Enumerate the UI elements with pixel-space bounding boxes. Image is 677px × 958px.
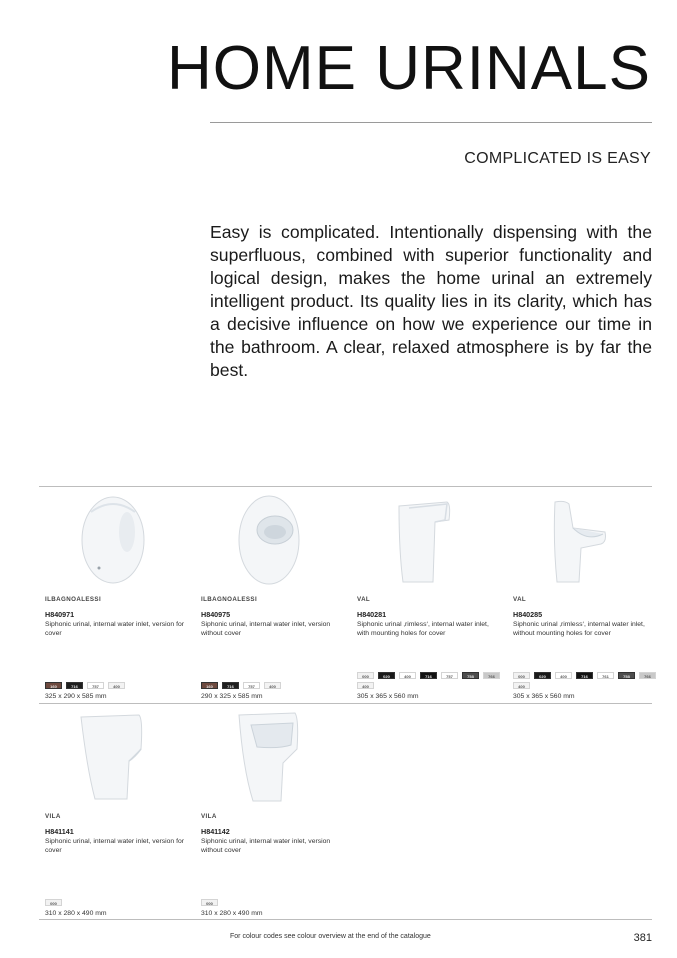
- colour-swatch: 000: [201, 899, 218, 906]
- urinal-image: [195, 492, 345, 587]
- page-number: 381: [633, 932, 652, 944]
- colour-swatch: 020: [534, 672, 551, 679]
- product-brand: VAL: [357, 596, 371, 603]
- product-dimensions: 305 x 365 x 560 mm: [513, 693, 575, 700]
- urinal-image: [39, 709, 189, 804]
- colour-swatch: 761: [597, 672, 614, 679]
- colour-swatch: 716: [576, 672, 593, 679]
- colour-swatch: 000: [45, 899, 62, 906]
- product-brand: VAL: [513, 596, 527, 603]
- colour-swatches: [45, 682, 193, 689]
- colour-swatch: 400: [264, 682, 281, 689]
- product-code: H841141: [45, 827, 74, 836]
- product-dimensions: 290 x 325 x 585 mm: [201, 693, 263, 700]
- colour-swatches: [201, 682, 349, 689]
- title-divider: [210, 122, 652, 123]
- product-description: Siphonic urinal, internal water inlet, version for cover: [45, 838, 185, 854]
- urinal-image: [507, 492, 657, 587]
- colour-swatch: 400: [108, 682, 125, 689]
- colour-swatch: 400: [399, 672, 416, 679]
- colour-swatch: 000: [513, 672, 530, 679]
- colour-swatch: 757: [243, 682, 260, 689]
- colour-swatch: 757: [87, 682, 104, 689]
- colour-swatch: 400: [513, 682, 530, 689]
- product-card-h840285[interactable]: [507, 492, 657, 704]
- product-description: Siphonic urinal ‚rimless‘, internal water inlet, without mounting holes for cover: [513, 621, 645, 637]
- grid-divider-top: [39, 486, 652, 487]
- product-dimensions: 305 x 365 x 560 mm: [357, 693, 419, 700]
- product-brand: VILA: [45, 813, 61, 820]
- page-title: HOME URINALS: [167, 34, 651, 103]
- colour-swatch: 758: [462, 672, 479, 679]
- product-dimensions: 310 x 280 x 490 mm: [201, 910, 263, 917]
- footer-note: For colour codes see colour overview at the end of the catalogue: [230, 933, 431, 940]
- urinal-image: [195, 709, 345, 804]
- colour-swatch: 766: [483, 672, 500, 679]
- colour-swatch: 716: [66, 682, 83, 689]
- product-code: H841142: [201, 827, 230, 836]
- colour-swatch: 160: [45, 682, 62, 689]
- product-description: Siphonic urinal, internal water inlet, version without cover: [201, 621, 331, 637]
- urinal-image: [351, 492, 501, 587]
- product-description: Siphonic urinal, internal water inlet, version without cover: [201, 838, 331, 854]
- product-card-h841141[interactable]: [39, 709, 189, 921]
- product-dimensions: 310 x 280 x 490 mm: [45, 910, 107, 917]
- product-brand: VILA: [201, 813, 217, 820]
- colour-swatch: 000: [357, 672, 374, 679]
- colour-swatch: 766: [639, 672, 656, 679]
- colour-swatches: [357, 672, 505, 689]
- product-description: Siphonic urinal, internal water inlet, version for cover: [45, 621, 185, 637]
- colour-swatches: [201, 899, 349, 906]
- colour-swatch: 716: [420, 672, 437, 679]
- product-brand: ILBAGNOALESSI: [201, 596, 258, 603]
- product-code: H840285: [513, 610, 543, 619]
- product-code: H840971: [45, 610, 75, 619]
- colour-swatch: 020: [378, 672, 395, 679]
- product-description: Siphonic urinal ‚rimless‘, internal water inlet, with mounting holes for cover: [357, 621, 489, 637]
- product-code: H840281: [357, 610, 387, 619]
- product-dimensions: 325 x 290 x 585 mm: [45, 693, 107, 700]
- colour-swatch: 716: [222, 682, 239, 689]
- colour-swatch: 757: [441, 672, 458, 679]
- product-card-h841142[interactable]: [195, 709, 345, 921]
- product-code: H840975: [201, 610, 231, 619]
- product-card-h840975[interactable]: [195, 492, 345, 704]
- urinal-image: [39, 492, 189, 587]
- colour-swatch: 160: [201, 682, 218, 689]
- colour-swatch: 400: [357, 682, 374, 689]
- product-card-h840281[interactable]: [351, 492, 501, 704]
- colour-swatch: 400: [555, 672, 572, 679]
- colour-swatches: [45, 899, 193, 906]
- intro-text: Easy is complicated. Intentionally dispensing with the superfluous, combined with superior functionality and logical design, makes the home urinal an extremely intelligent product. Its quality lies in its clarity, which has a decisive influence on how we experience our time in the bathroom. A clear, relaxed atmosphere is by far the best.: [210, 222, 652, 380]
- page-subtitle: COMPLICATED IS EASY: [464, 150, 651, 167]
- colour-swatches: [513, 672, 661, 689]
- colour-swatch: 758: [618, 672, 635, 679]
- product-brand: ILBAGNOALESSI: [45, 596, 102, 603]
- product-card-h840971[interactable]: [39, 492, 189, 704]
